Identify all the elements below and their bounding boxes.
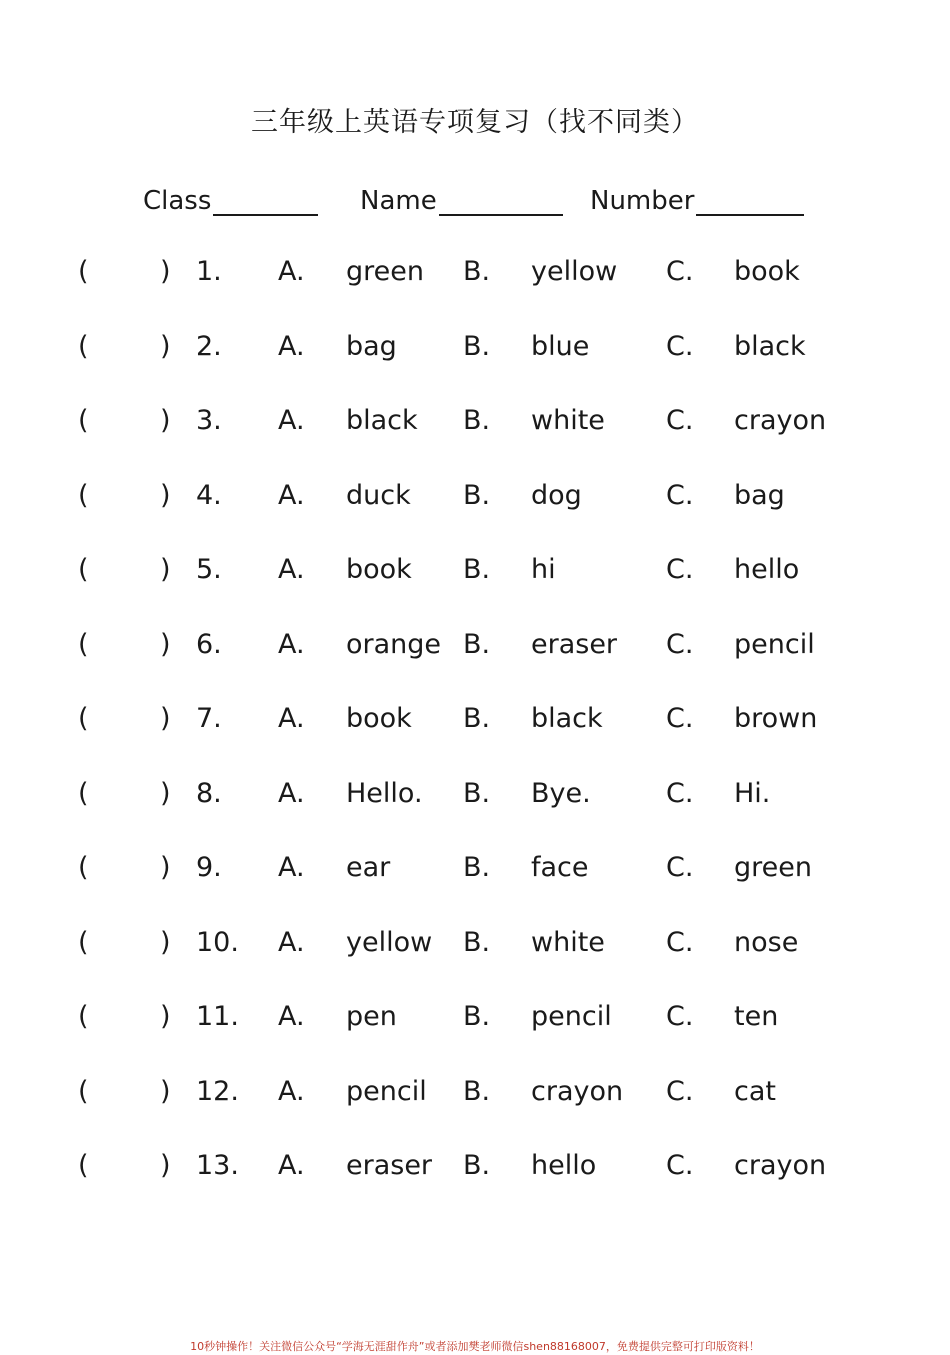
answer-paren-open[interactable]: ( bbox=[78, 330, 89, 362]
answer-paren-close: ) bbox=[160, 1075, 171, 1107]
option-c-label: C. bbox=[666, 1001, 694, 1032]
question-number: 5. bbox=[196, 554, 222, 585]
option-b-label: B. bbox=[463, 256, 491, 287]
option-c-word: bag bbox=[734, 479, 785, 511]
answer-paren-close: ) bbox=[160, 703, 171, 734]
question-row bbox=[0, 476, 950, 516]
option-b-word: white bbox=[531, 405, 605, 436]
answer-paren-open[interactable]: ( bbox=[78, 852, 89, 883]
option-b-word: pencil bbox=[531, 1001, 612, 1032]
question-number: 4. bbox=[196, 479, 222, 511]
option-b-word: blue bbox=[531, 330, 590, 362]
option-a-label: A. bbox=[278, 256, 305, 287]
number-field[interactable] bbox=[590, 176, 804, 216]
question-number: 3. bbox=[196, 405, 222, 436]
answer-paren-open[interactable]: ( bbox=[78, 1075, 89, 1107]
option-c-label: C. bbox=[666, 554, 694, 585]
number-label: Number bbox=[590, 186, 695, 216]
option-a-word: book bbox=[346, 703, 412, 734]
answer-paren-close: ) bbox=[160, 479, 171, 511]
option-b-label: B. bbox=[463, 330, 491, 362]
answer-paren-open[interactable]: ( bbox=[78, 405, 89, 436]
option-b-word: hello bbox=[531, 1150, 597, 1181]
option-c-word: Hi. bbox=[734, 777, 771, 809]
answer-paren-open[interactable]: ( bbox=[78, 703, 89, 734]
option-b-label: B. bbox=[463, 703, 491, 734]
answer-paren-close: ) bbox=[160, 777, 171, 809]
answer-paren-close: ) bbox=[160, 554, 171, 585]
question-row bbox=[0, 625, 950, 665]
option-b-label: B. bbox=[463, 1075, 491, 1107]
question-row bbox=[0, 252, 950, 292]
option-a-word: yellow bbox=[346, 926, 433, 958]
option-a-label: A. bbox=[278, 926, 305, 958]
option-b-word: dog bbox=[531, 479, 582, 511]
option-a-label: A. bbox=[278, 852, 305, 883]
answer-paren-close: ) bbox=[160, 628, 171, 660]
option-a-word: pencil bbox=[346, 1075, 427, 1107]
answer-paren-open[interactable]: ( bbox=[78, 554, 89, 585]
question-number: 11. bbox=[196, 1001, 239, 1032]
option-b-label: B. bbox=[463, 1150, 491, 1181]
option-a-label: A. bbox=[278, 554, 305, 585]
option-b-word: crayon bbox=[531, 1075, 624, 1107]
answer-paren-open[interactable]: ( bbox=[78, 256, 89, 287]
option-b-label: B. bbox=[463, 777, 491, 809]
question-row bbox=[0, 699, 950, 739]
option-b-label: B. bbox=[463, 926, 491, 958]
name-blank[interactable] bbox=[439, 184, 563, 216]
question-number: 2. bbox=[196, 330, 222, 362]
option-c-word: green bbox=[734, 852, 812, 883]
question-row bbox=[0, 774, 950, 814]
option-b-label: B. bbox=[463, 628, 491, 660]
option-a-label: A. bbox=[278, 1150, 305, 1181]
option-a-label: A. bbox=[278, 1001, 305, 1032]
option-a-label: A. bbox=[278, 703, 305, 734]
option-a-word: black bbox=[346, 405, 418, 436]
option-b-label: B. bbox=[463, 852, 491, 883]
answer-paren-close: ) bbox=[160, 256, 171, 287]
question-number: 1. bbox=[196, 256, 222, 287]
name-label: Name bbox=[360, 186, 437, 216]
footer-note: 10秒钟操作！关注微信公众号“学海无涯甜作舟”或者添加樊老师微信shen88168007，免费提供完整可打印版资料！ bbox=[190, 1340, 760, 1353]
option-a-word: pen bbox=[346, 1001, 397, 1032]
option-b-word: Bye. bbox=[531, 777, 591, 809]
option-c-label: C. bbox=[666, 1150, 694, 1181]
option-b-word: black bbox=[531, 703, 603, 734]
option-c-label: C. bbox=[666, 256, 694, 287]
option-c-word: brown bbox=[734, 703, 818, 734]
answer-paren-open[interactable]: ( bbox=[78, 777, 89, 809]
question-number: 7. bbox=[196, 703, 222, 734]
question-number: 9. bbox=[196, 852, 222, 883]
option-c-word: pencil bbox=[734, 628, 815, 660]
question-row bbox=[0, 1146, 950, 1186]
option-a-label: A. bbox=[278, 777, 305, 809]
option-b-word: white bbox=[531, 926, 605, 958]
question-row bbox=[0, 1072, 950, 1112]
option-c-word: ten bbox=[734, 1001, 779, 1032]
question-row bbox=[0, 848, 950, 888]
answer-paren-open[interactable]: ( bbox=[78, 628, 89, 660]
option-a-label: A. bbox=[278, 1075, 305, 1107]
option-c-word: crayon bbox=[734, 405, 827, 436]
option-a-word: duck bbox=[346, 479, 411, 511]
option-b-word: face bbox=[531, 852, 589, 883]
option-a-label: A. bbox=[278, 479, 305, 511]
option-a-label: A. bbox=[278, 330, 305, 362]
option-b-word: hi bbox=[531, 554, 556, 585]
option-c-label: C. bbox=[666, 703, 694, 734]
class-blank[interactable] bbox=[213, 184, 318, 216]
page-title: 三年级上英语专项复习（找不同类） bbox=[251, 107, 699, 138]
class-field[interactable] bbox=[143, 176, 318, 216]
option-a-word: book bbox=[346, 554, 412, 585]
option-c-label: C. bbox=[666, 330, 694, 362]
answer-paren-close: ) bbox=[160, 852, 171, 883]
option-b-label: B. bbox=[463, 479, 491, 511]
option-c-word: black bbox=[734, 330, 806, 362]
option-a-word: ear bbox=[346, 852, 391, 883]
answer-paren-close: ) bbox=[160, 1150, 171, 1181]
option-b-label: B. bbox=[463, 405, 491, 436]
option-c-word: book bbox=[734, 256, 800, 287]
option-c-word: nose bbox=[734, 926, 799, 958]
question-row bbox=[0, 997, 950, 1037]
question-number: 13. bbox=[196, 1150, 239, 1181]
question-number: 12. bbox=[196, 1075, 239, 1107]
name-field[interactable] bbox=[360, 176, 563, 216]
option-c-label: C. bbox=[666, 405, 694, 436]
option-b-word: yellow bbox=[531, 256, 618, 287]
class-label: Class bbox=[143, 186, 212, 216]
option-c-label: C. bbox=[666, 628, 694, 660]
answer-paren-open[interactable]: ( bbox=[78, 479, 89, 511]
answer-paren-open[interactable]: ( bbox=[78, 926, 89, 958]
option-a-label: A. bbox=[278, 405, 305, 436]
option-a-label: A. bbox=[278, 628, 305, 660]
question-row bbox=[0, 923, 950, 963]
answer-paren-close: ) bbox=[160, 1001, 171, 1032]
option-b-label: B. bbox=[463, 554, 491, 585]
question-number: 8. bbox=[196, 777, 222, 809]
answer-paren-open[interactable]: ( bbox=[78, 1150, 89, 1181]
question-number: 10. bbox=[196, 926, 239, 958]
question-row bbox=[0, 550, 950, 590]
option-c-word: hello bbox=[734, 554, 800, 585]
answer-paren-close: ) bbox=[160, 330, 171, 362]
option-a-word: orange bbox=[346, 628, 442, 660]
question-number: 6. bbox=[196, 628, 222, 660]
answer-paren-close: ) bbox=[160, 926, 171, 958]
number-blank[interactable] bbox=[696, 184, 804, 216]
option-c-word: crayon bbox=[734, 1150, 827, 1181]
question-row bbox=[0, 327, 950, 367]
option-c-label: C. bbox=[666, 1075, 694, 1107]
option-c-label: C. bbox=[666, 926, 694, 958]
option-c-label: C. bbox=[666, 479, 694, 511]
option-a-word: Hello. bbox=[346, 777, 423, 809]
option-c-label: C. bbox=[666, 777, 694, 809]
option-c-label: C. bbox=[666, 852, 694, 883]
option-a-word: bag bbox=[346, 330, 397, 362]
answer-paren-open[interactable]: ( bbox=[78, 1001, 89, 1032]
option-a-word: green bbox=[346, 256, 424, 287]
option-b-label: B. bbox=[463, 1001, 491, 1032]
option-c-word: cat bbox=[734, 1075, 776, 1107]
option-b-word: eraser bbox=[531, 628, 618, 660]
option-a-word: eraser bbox=[346, 1150, 433, 1181]
answer-paren-close: ) bbox=[160, 405, 171, 436]
question-row bbox=[0, 401, 950, 441]
